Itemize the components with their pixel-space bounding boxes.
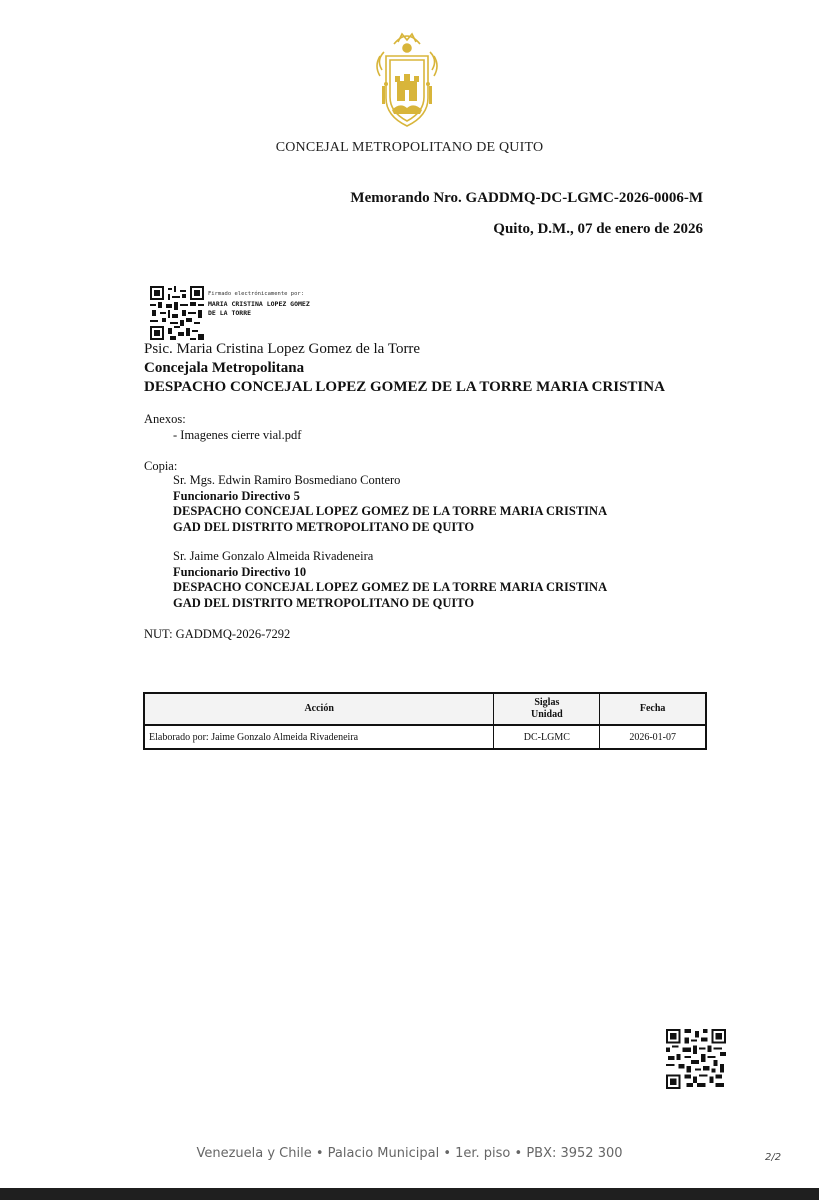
recipient-org: GAD DEL DISTRITO METROPOLITANO DE QUITO xyxy=(173,595,475,610)
footer-address: Venezuela y Chile • Palacio Municipal • 1er. piso • PBX: 3952 300 xyxy=(196,1146,623,1161)
cell-siglas: DC-LGMC xyxy=(494,725,600,749)
recipient-unit: DESPACHO CONCEJAL LOPEZ GOMEZ DE LA TORRE MARIA CRISTINA xyxy=(173,580,608,594)
signature-name: MARIA CRISTINA LOPEZ GOMEZ DE LA TORRE xyxy=(208,300,310,317)
recipient-org: GAD DEL DISTRITO METROPOLITANO DE QUITO xyxy=(173,519,475,534)
signer-name: Psic. Maria Cristina Lopez Gomez de la Torre xyxy=(144,341,421,357)
memo-number: Memorando Nro. GADDMQ-DC-LGMC-2026-0006-M xyxy=(350,190,703,206)
signer-department: DESPACHO CONCEJAL LOPEZ GOMEZ DE LA TORRE MARIA CRISTINA xyxy=(144,379,665,395)
table-row xyxy=(144,725,706,749)
header-fecha: Fecha xyxy=(600,693,706,725)
recipient-unit: DESPACHO CONCEJAL LOPEZ GOMEZ DE LA TORRE MARIA CRISTINA xyxy=(173,504,608,518)
recipient-name: Sr. Jaime Gonzalo Almeida Rivadeneira xyxy=(173,549,374,563)
recipient-role: Funcionario Directivo 5 xyxy=(173,488,300,503)
copia-label: Copia: xyxy=(144,459,178,473)
action-table xyxy=(143,692,707,750)
verification-qr-code-icon xyxy=(666,1029,726,1089)
bottom-bar xyxy=(0,1188,819,1200)
anexo-item: - Imagenes cierre vial.pdf xyxy=(173,428,302,442)
nut-code: NUT: GADDMQ-2026-7292 xyxy=(144,627,291,641)
recipient-role: Funcionario Directivo 10 xyxy=(173,564,307,579)
signer-title: Concejala Metropolitana xyxy=(144,360,305,376)
cell-accion: Elaborado por: Jaime Gonzalo Almeida Rivadeneira xyxy=(144,725,494,749)
page-number: 2/2 xyxy=(765,1152,782,1163)
electronic-signature-stamp xyxy=(150,286,350,342)
signature-caption: Firmado electrónicamente por: xyxy=(208,291,305,297)
copy-recipient xyxy=(173,549,607,611)
coat-of-arms-logo xyxy=(372,26,442,130)
organization-header: CONCEJAL METROPOLITANO DE QUITO xyxy=(275,140,544,155)
signature-qr-code-icon xyxy=(150,286,204,340)
header-unidad: Unidad xyxy=(530,709,563,720)
cell-fecha: 2026-01-07 xyxy=(600,725,706,749)
anexos-label: Anexos: xyxy=(144,412,186,426)
recipient-name: Sr. Mgs. Edwin Ramiro Bosmediano Contero xyxy=(173,473,401,487)
memo-date: Quito, D.M., 07 de enero de 2026 xyxy=(493,221,703,237)
table-header-row xyxy=(144,693,706,725)
header-siglas-unidad xyxy=(494,693,600,725)
header-siglas: Siglas xyxy=(534,697,560,708)
copy-recipient xyxy=(173,473,607,535)
header-accion: Acción xyxy=(144,693,494,725)
